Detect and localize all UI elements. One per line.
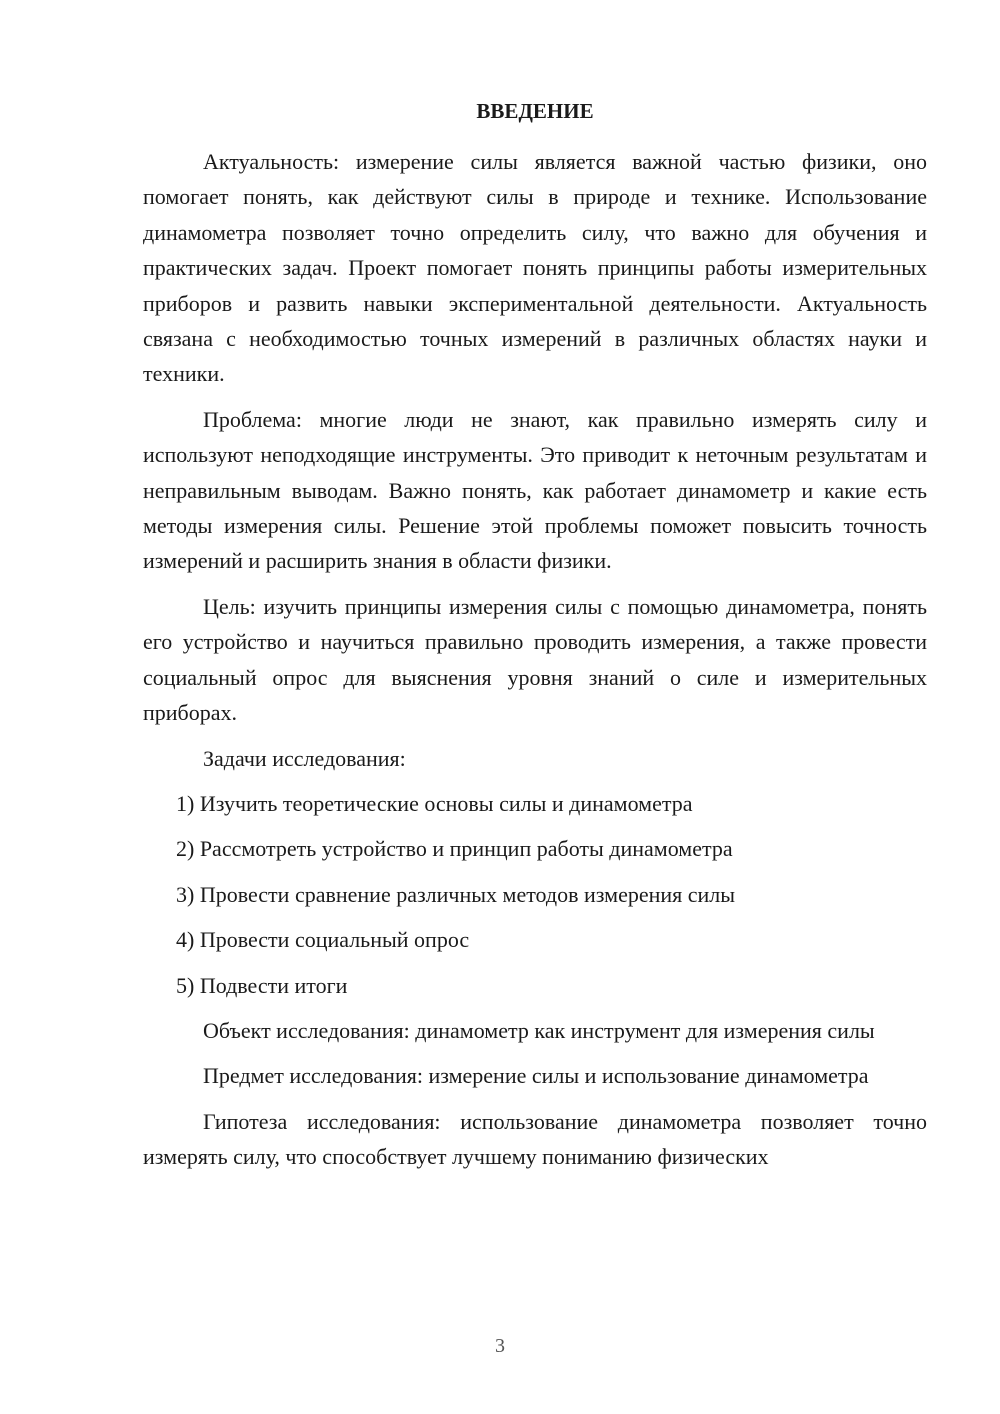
list-item: 5) Подвести итоги (176, 972, 348, 998)
paragraph-relevance: Актуальность: измерение силы является важной частью физики, оно помогает понять, как действуют силы в природе и технике. Использование динамометра позволяет точно определить силу, что важно для обучения и практических задач. Проект помогает понять принципы работы измерительных приборов и развить навыки экспериментальной деятельности. Актуальность связана с необходимостью точных измерений в различных областях науки и техники. (143, 149, 927, 387)
list-item: 4) Провести социальный опрос (176, 927, 470, 953)
list-item: 2) Рассмотреть устройство и принцип работы динамометра (176, 836, 733, 862)
page-content (143, 94, 927, 1185)
paragraph-goal: Цель: изучить принципы измерения силы с помощью динамометра, понять его устройство и научиться правильно проводить измерения, а также провести социальный опрос для выяснения уровня знаний о силе и измерительных приборах. (143, 593, 927, 726)
paragraph-object: Объект исследования: динамометр как инструмент для измерения силы (203, 1017, 875, 1043)
tasks-list (143, 786, 927, 1003)
paragraph-subject: Предмет исследования: измерение силы и использование динамометра (203, 1063, 869, 1089)
tasks-heading: Задачи исследования: (203, 745, 406, 771)
list-item: 3) Провести сравнение различных методов измерения силы (176, 881, 736, 907)
paragraph-hypothesis: Гипотеза исследования: использование динамометра позволяет точно измерять силу, что способствует лучшему пониманию физических (143, 1108, 927, 1170)
page-number: 3 (495, 1335, 505, 1357)
section-title: ВВЕДЕНИЕ (476, 99, 594, 123)
paragraph-problem: Проблема: многие люди не знают, как правильно измерять силу и используют неподходящие инструменты. Это приводит к неточным результатам и неправильным выводам. Важно понять, как работает динамометр и какие есть методы измерения силы. Решение этой проблемы поможет повысить точность измерений и расширить знания в области физики. (143, 406, 927, 574)
list-item: 1) Изучить теоретические основы силы и динамометра (176, 790, 693, 816)
